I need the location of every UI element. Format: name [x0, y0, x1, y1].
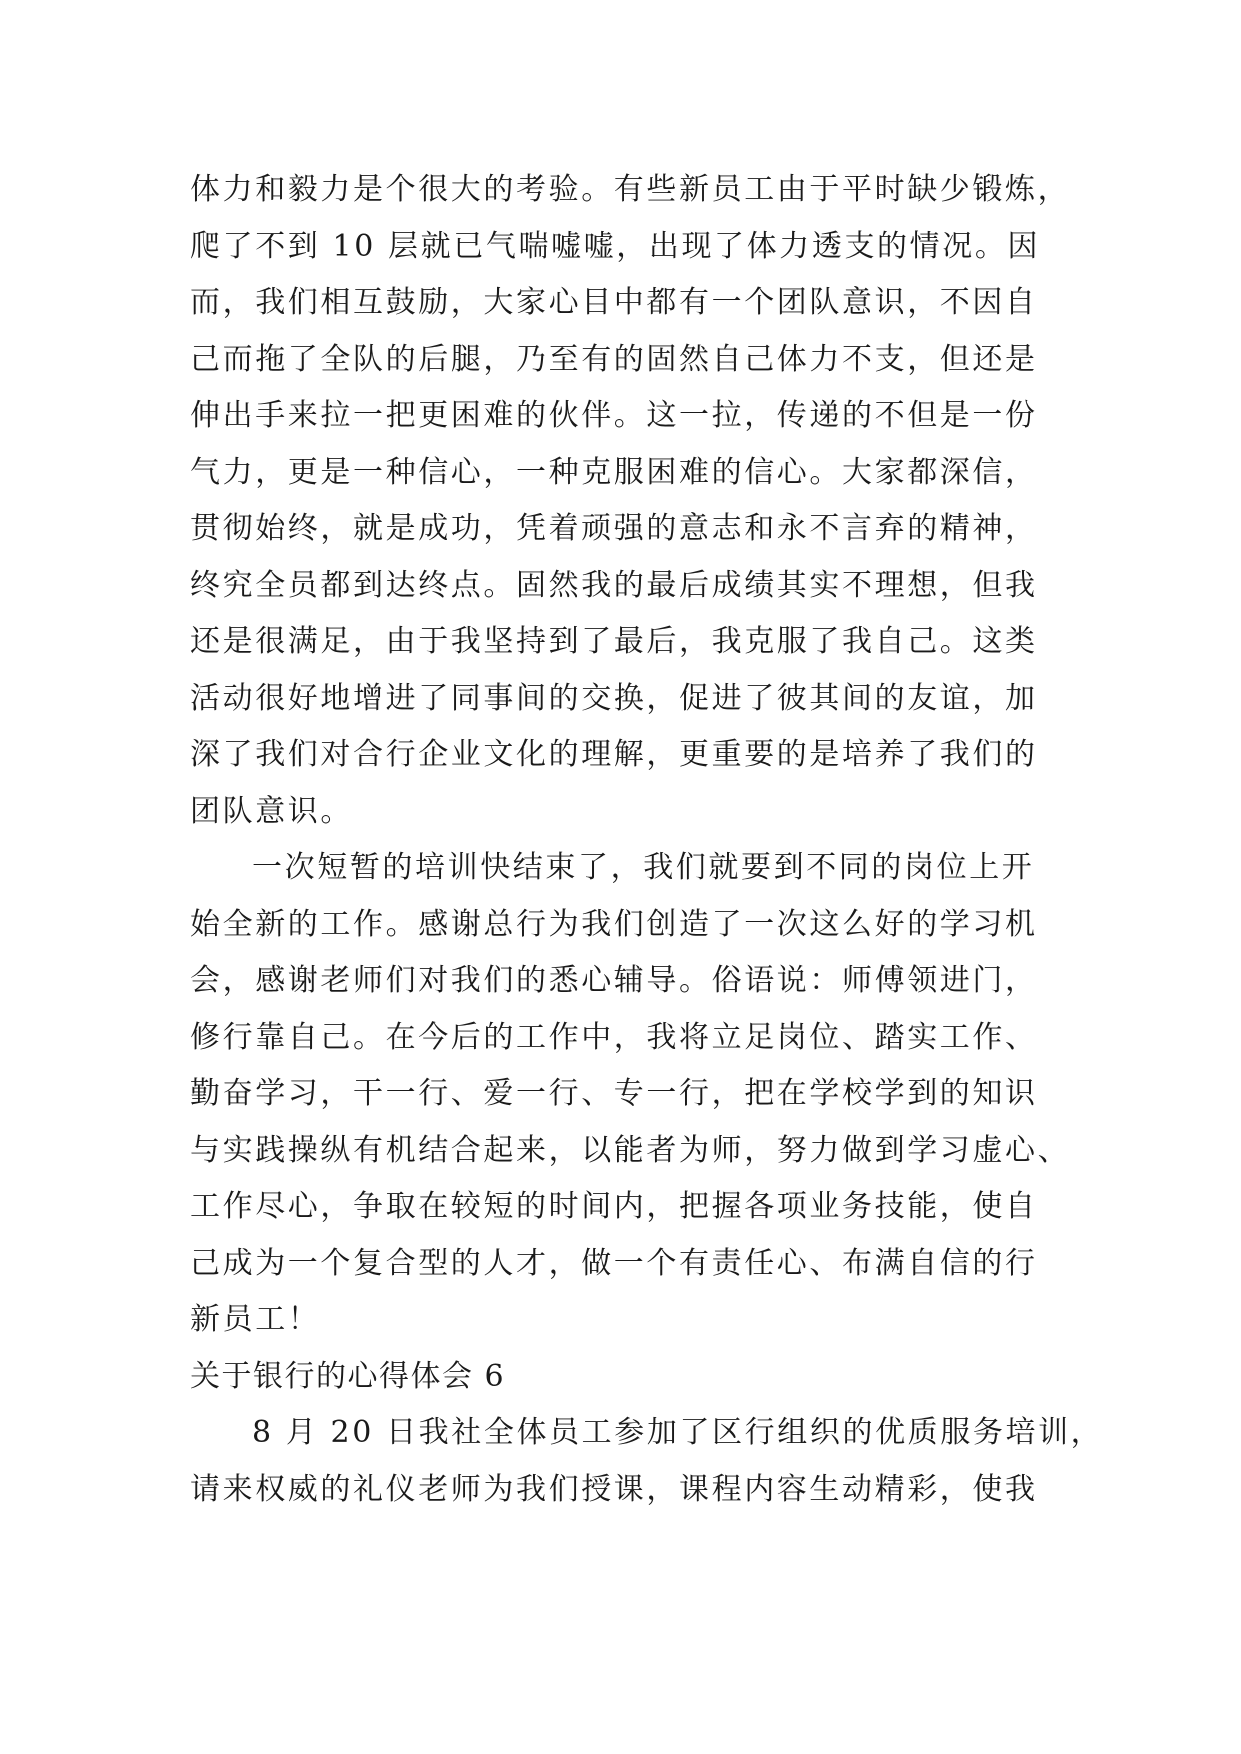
text-line: 还是很满足，由于我坚持到了最后，我克服了我自己。这类	[190, 624, 1038, 659]
text-line: 伸出手来拉一把更困难的伙伴。这一拉，传递的不但是一份	[190, 398, 1038, 433]
text-line: 深了我们对合行企业文化的理解，更重要的是培养了我们的	[190, 737, 1038, 772]
text-line: 请来权威的礼仪老师为我们授课，课程内容生动精彩，使我	[190, 1471, 1038, 1507]
text-line: 与实践操纵有机结合起来，以能者为师，努力做到学习虚心、	[190, 1132, 1071, 1168]
text-line: 体力和毅力是个很大的考验。有些新员工由于平时缺少锻炼，	[190, 172, 1071, 207]
paragraph-first-line: 8 月 20 日我社全体员工参加了区行组织的优质服务培训，	[252, 1415, 1104, 1450]
section-heading: 关于银行的心得体会 6	[190, 1358, 506, 1394]
text-line: 活动很好地增进了同事间的交换，促进了彼其间的友谊，加	[190, 680, 1038, 716]
text-line: 爬了不到 10 层就已气喘嘘嘘，出现了体力透支的情况。因	[190, 228, 1041, 264]
text-line: 会，感谢老师们对我们的悉心辅导。俗语说：师傅领进门，	[190, 963, 1038, 998]
text-line: 己而拖了全队的后腿，乃至有的固然自己体力不支，但还是	[190, 341, 1038, 377]
text-line: 贯彻始终，就是成功，凭着顽强的意志和永不言弃的精神，	[190, 511, 1038, 546]
text-line: 团队意识。	[190, 793, 353, 829]
text-line: 己成为一个复合型的人才，做一个有责任心、布满自信的行	[190, 1245, 1038, 1281]
text-line: 而，我们相互鼓励，大家心目中都有一个团队意识，不因自	[190, 285, 1038, 320]
text-line: 终究全员都到达终点。固然我的最后成绩其实不理想，但我	[190, 567, 1038, 603]
text-line: 工作尽心，争取在较短的时间内，把握各项业务技能，使自	[190, 1189, 1038, 1224]
text-line: 修行靠自己。在今后的工作中，我将立足岗位、踏实工作、	[190, 1019, 1038, 1055]
text-line: 勤奋学习，干一行、爱一行、专一行，把在学校学到的知识	[190, 1076, 1038, 1111]
text-line: 始全新的工作。感谢总行为我们创造了一次这么好的学习机	[190, 906, 1038, 942]
paragraph-first-line: 一次短暂的培训快结束了，我们就要到不同的岗位上开	[252, 850, 1035, 885]
text-line: 气力，更是一种信心，一种克服困难的信心。大家都深信，	[190, 454, 1038, 490]
document-body	[190, 162, 1104, 1518]
text-line: 新员工！	[190, 1302, 321, 1337]
